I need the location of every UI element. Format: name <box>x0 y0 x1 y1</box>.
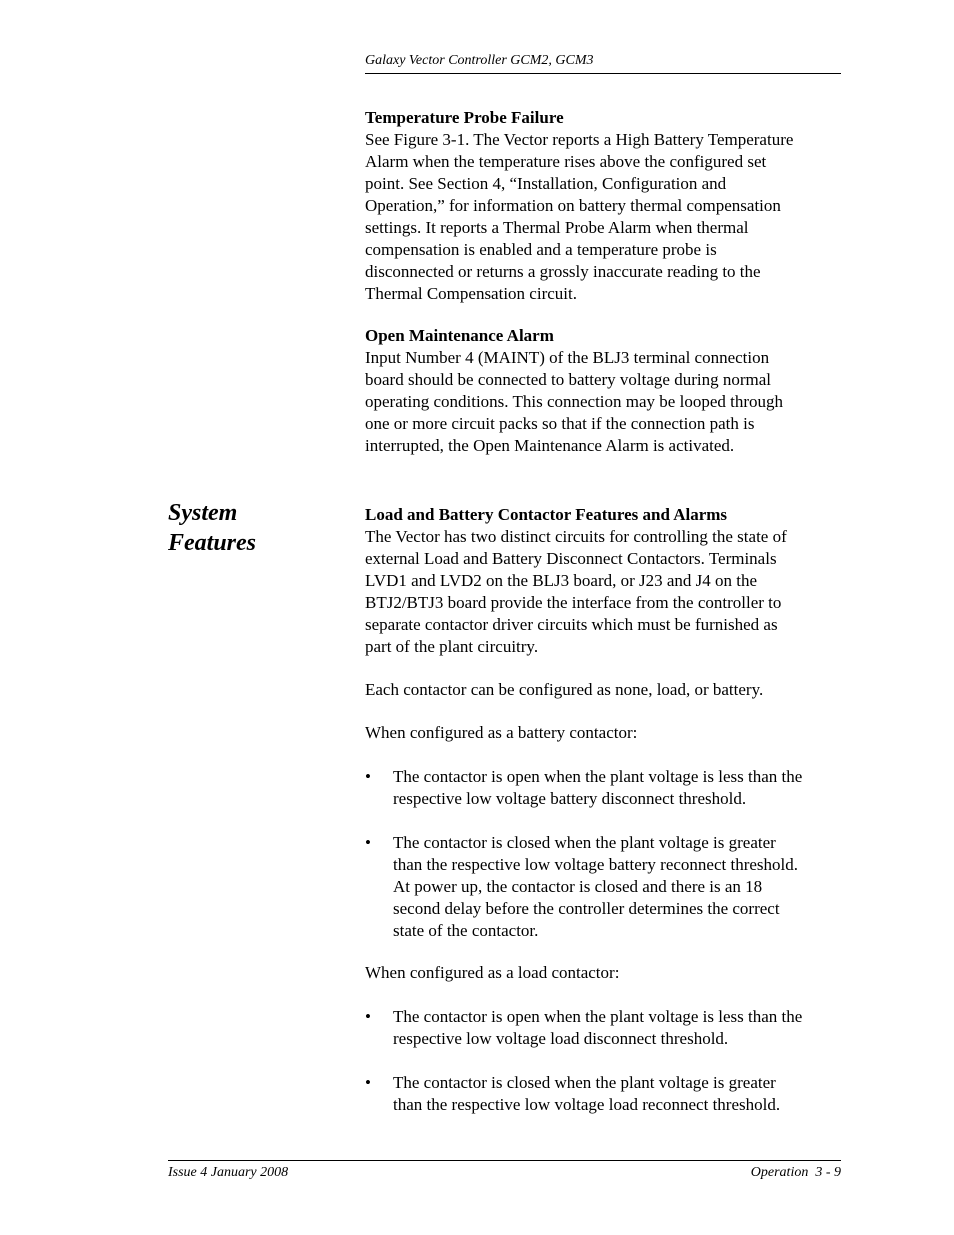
sidebar-heading-line1: System <box>168 500 238 526</box>
text-line: Alarm when the temperature rises above the configured set <box>365 152 767 171</box>
text-line: operating conditions. This connection may be looped through <box>365 392 783 411</box>
section-title: Temperature Probe Failure <box>365 108 564 127</box>
text-line: one or more circuit packs so that if the connection path is <box>365 414 755 433</box>
text-line: external Load and Battery Disconnect Contactors. Terminals <box>365 549 777 568</box>
text-line: BTJ2/BTJ3 board provide the interface from the controller to <box>365 593 782 612</box>
text-line: Operation,” for information on battery thermal compensation <box>365 196 781 215</box>
section-title: Open Maintenance Alarm <box>365 326 554 345</box>
text-line: Thermal Compensation circuit. <box>365 284 577 303</box>
section-open-maintenance <box>365 325 845 457</box>
text-line: At power up, the contactor is closed and there is an 18 <box>393 877 763 896</box>
load-intro: When configured as a load contactor: <box>365 963 620 982</box>
bullet-text <box>393 1072 845 1116</box>
text-line: second delay before the controller determines the correct <box>393 899 780 918</box>
text-line: interrupted, the Open Maintenance Alarm is activated. <box>365 436 735 455</box>
bullet-icon: • <box>365 1007 371 1026</box>
sidebar-heading-line2: Features <box>168 530 257 556</box>
text-line: than the respective low voltage load reconnect threshold. <box>393 1095 781 1114</box>
text-line: respective low voltage load disconnect threshold. <box>393 1029 729 1048</box>
text-line: The contactor is closed when the plant voltage is greater <box>393 833 776 852</box>
config-note: Each contactor can be configured as none, load, or battery. <box>365 680 764 699</box>
text-line: LVD1 and LVD2 on the BLJ3 board, or J23 and J4 on the <box>365 571 758 590</box>
text-line: See Figure 3-1. The Vector reports a High Battery Temperature <box>365 130 794 149</box>
paragraph <box>365 129 845 305</box>
footer-issue: Issue 4 January 2008 <box>168 1165 289 1180</box>
text-line: compensation is enabled and a temperature probe is <box>365 240 717 259</box>
text-line: than the respective low voltage battery reconnect threshold. <box>393 855 799 874</box>
section-contactor <box>365 504 845 658</box>
page-footer <box>168 1160 841 1180</box>
bullet-text <box>393 832 845 942</box>
text-line: separate contactor driver circuits which must be furnished as <box>365 615 778 634</box>
text-line: The contactor is open when the plant voltage is less than the <box>393 767 803 786</box>
bullet-text <box>393 1006 845 1050</box>
paragraph <box>365 526 845 658</box>
section-title: Load and Battery Contactor Features and Alarms <box>365 505 728 524</box>
header-title: Galaxy Vector Controller GCM2, GCM3 <box>365 53 594 68</box>
footer-page-number: Operation 3 - 9 <box>750 1165 841 1180</box>
text-line: The Vector has two distinct circuits for controlling the state of <box>365 527 787 546</box>
text-line: disconnected or returns a grossly inaccurate reading to the <box>365 262 761 281</box>
bullet-icon: • <box>365 833 371 852</box>
page-header <box>365 52 841 74</box>
sidebar-heading <box>168 498 348 558</box>
section-temp-probe <box>365 107 845 305</box>
bullet-text <box>393 766 845 810</box>
text-line: board should be connected to battery voltage during normal <box>365 370 771 389</box>
text-line: state of the contactor. <box>393 921 539 940</box>
text-line: Input Number 4 (MAINT) of the BLJ3 terminal connection <box>365 348 770 367</box>
battery-intro: When configured as a battery contactor: <box>365 723 638 742</box>
text-line: part of the plant circuitry. <box>365 637 539 656</box>
text-line: respective low voltage battery disconnect threshold. <box>393 789 747 808</box>
text-line: The contactor is open when the plant voltage is less than the <box>393 1007 803 1026</box>
bullet-icon: • <box>365 1073 371 1092</box>
text-line: The contactor is closed when the plant voltage is greater <box>393 1073 776 1092</box>
paragraph <box>365 347 845 457</box>
text-line: settings. It reports a Thermal Probe Alarm when thermal <box>365 218 749 237</box>
bullet-icon: • <box>365 767 371 786</box>
text-line: point. See Section 4, “Installation, Configuration and <box>365 174 727 193</box>
